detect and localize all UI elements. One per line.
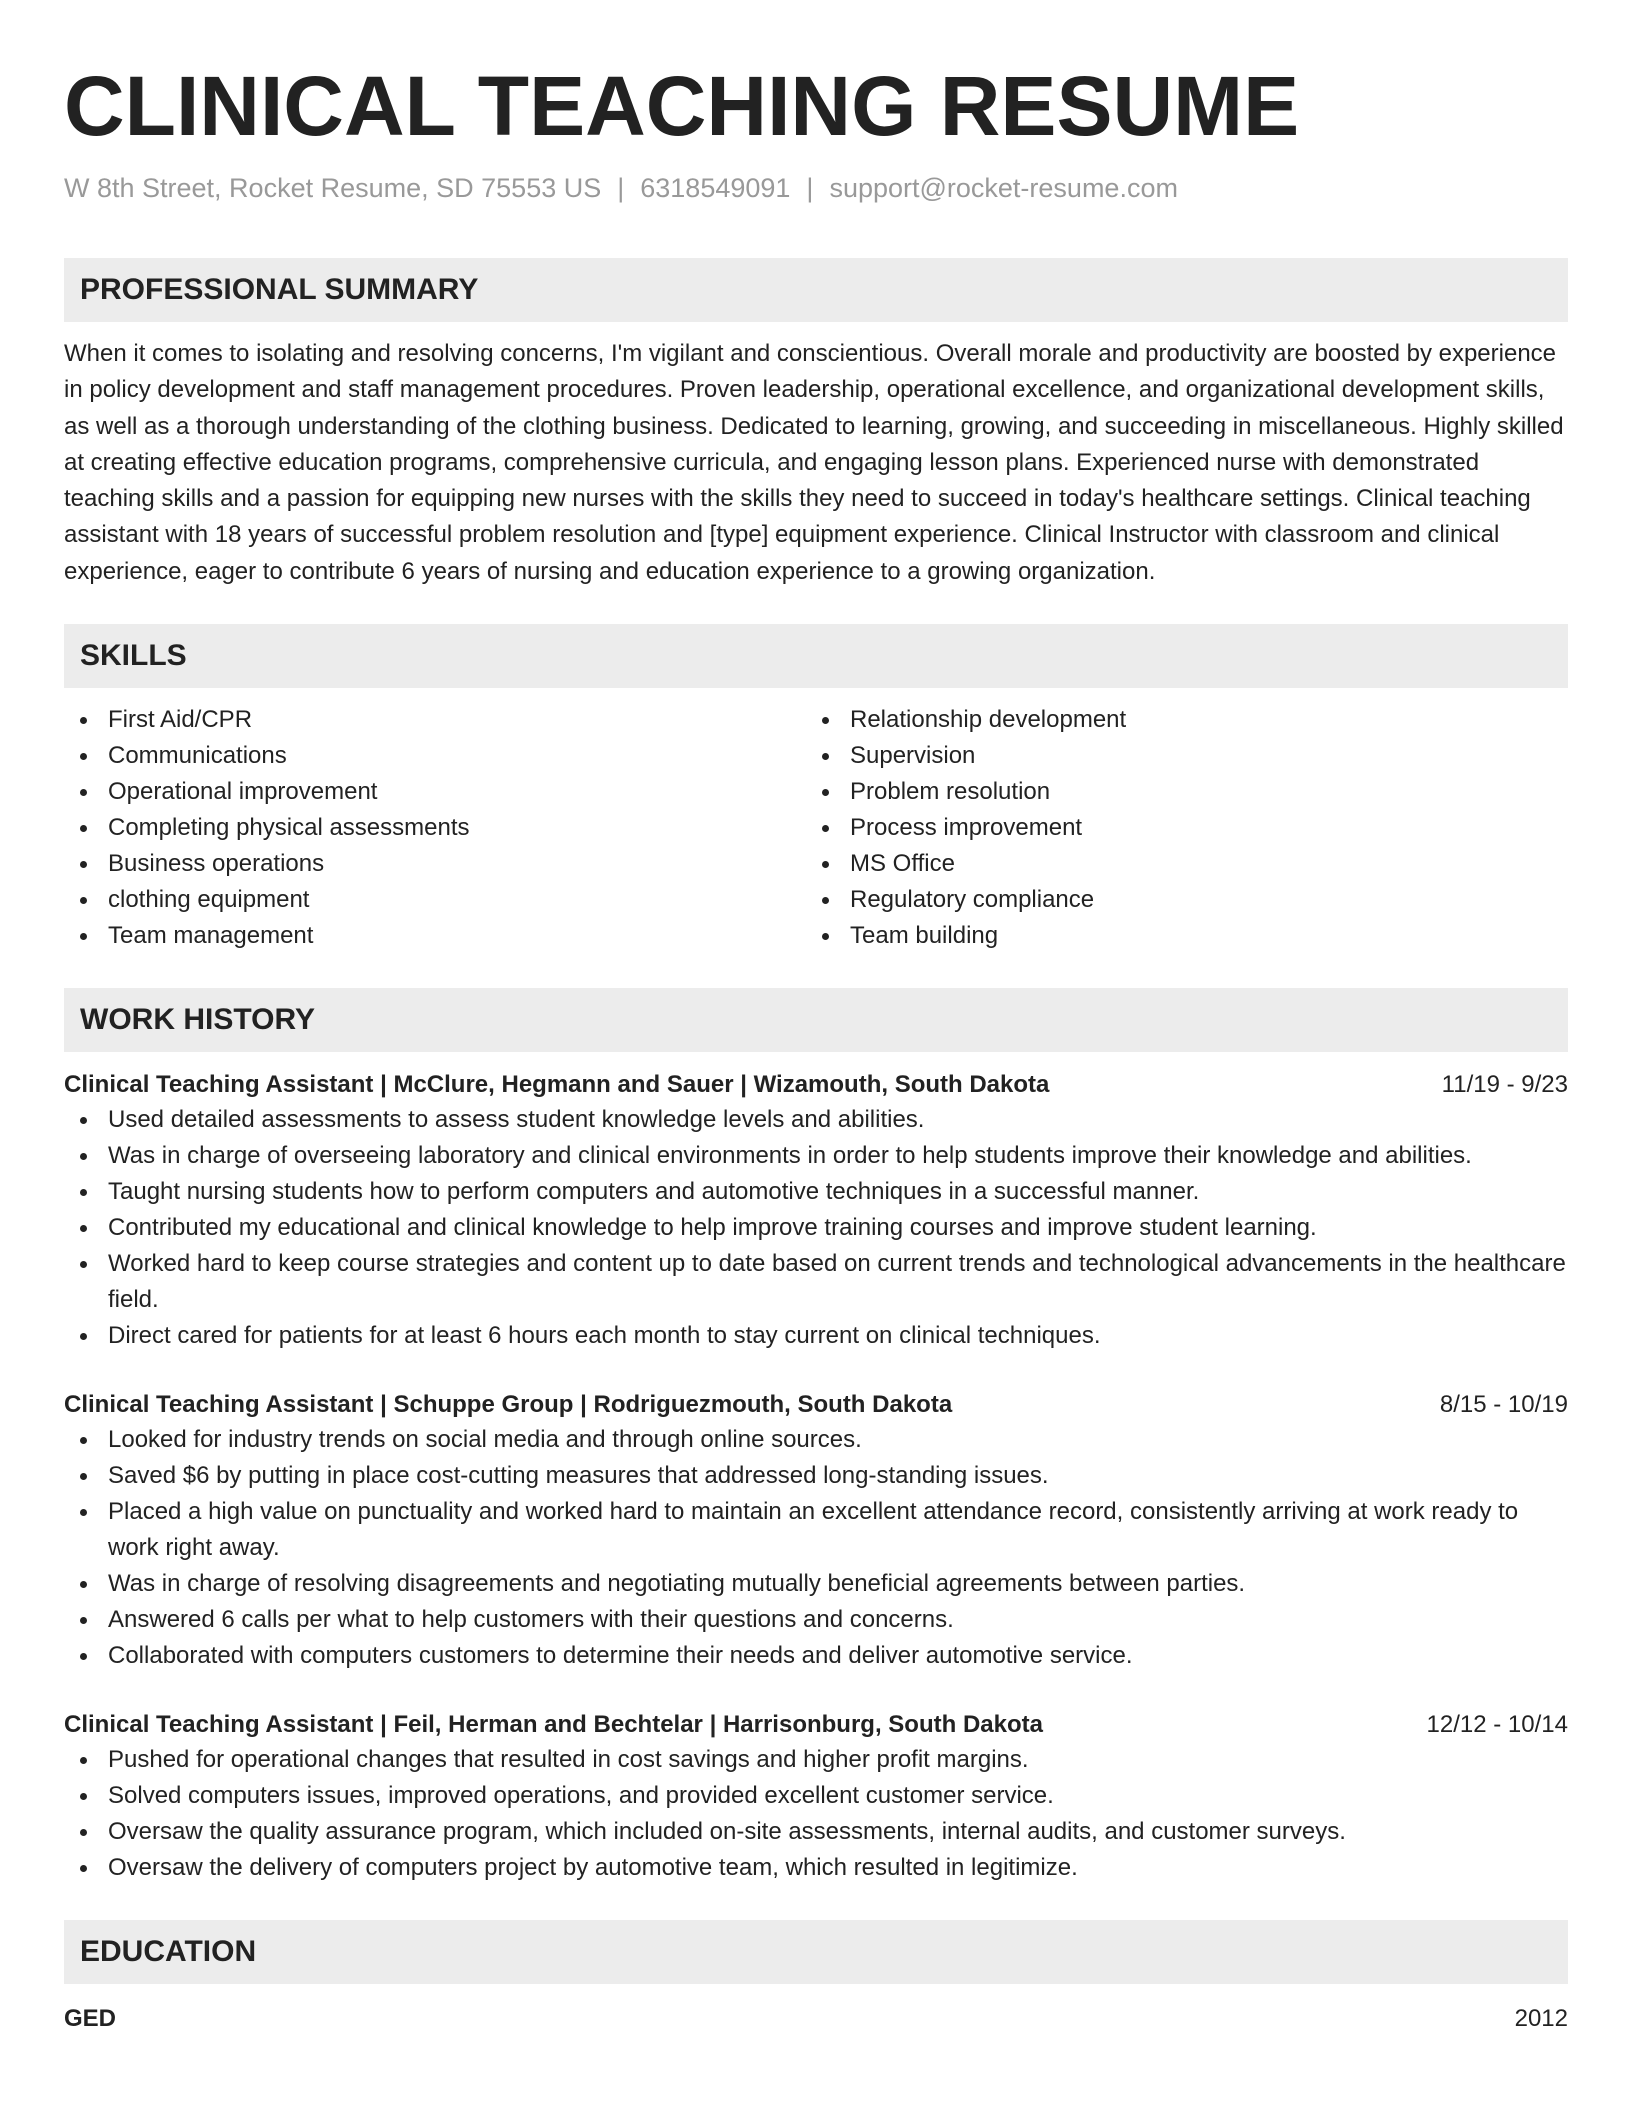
job-entry	[64, 1388, 1568, 1674]
job-title: Clinical Teaching Assistant | Feil, Herman and Bechtelar | Harrisonburg, South Dakota	[64, 1711, 1043, 1739]
job-bullet: Answered 6 calls per what to help customers with their questions and concerns.	[64, 1602, 1568, 1638]
contact-email: support@rocket-resume.com	[829, 173, 1178, 203]
skills-left-column	[64, 702, 806, 954]
job-bullet: Solved computers issues, improved operations, and provided excellent customer service.	[64, 1778, 1568, 1814]
skill-item: Business operations	[64, 846, 806, 882]
job-bullets	[64, 1422, 1568, 1674]
job-entry	[64, 1068, 1568, 1354]
contact-separator: |	[806, 173, 814, 203]
skills-grid	[64, 702, 1568, 954]
skill-item: Regulatory compliance	[806, 882, 1548, 918]
skill-item: Process improvement	[806, 810, 1548, 846]
contact-address: W 8th Street, Rocket Resume, SD 75553 US	[64, 173, 602, 203]
job-title: Clinical Teaching Assistant | McClure, Hegmann and Sauer | Wizamouth, South Dakota	[64, 1071, 1050, 1099]
skill-item: Team management	[64, 918, 806, 954]
job-bullets	[64, 1102, 1568, 1354]
job-bullet: Collaborated with computers customers to determine their needs and deliver automotive service.	[64, 1638, 1568, 1674]
job-bullets	[64, 1742, 1568, 1886]
job-header	[64, 1388, 1568, 1422]
job-bullet: Direct cared for patients for at least 6 hours each month to stay current on clinical techniques.	[64, 1318, 1568, 1354]
skills-heading: SKILLS	[64, 624, 1568, 688]
job-bullet: Was in charge of resolving disagreements and negotiating mutually beneficial agreements between parties.	[64, 1566, 1568, 1602]
job-bullet: Was in charge of overseeing laboratory and clinical environments in order to help students improve their knowledge and abilities.	[64, 1138, 1568, 1174]
job-header	[64, 1708, 1568, 1742]
job-bullet: Used detailed assessments to assess student knowledge levels and abilities.	[64, 1102, 1568, 1138]
skill-item: First Aid/CPR	[64, 702, 806, 738]
job-bullet: Oversaw the quality assurance program, which included on-site assessments, internal audits, and customer surveys.	[64, 1814, 1568, 1850]
contact-line	[64, 170, 1568, 206]
job-bullet: Pushed for operational changes that resulted in cost savings and higher profit margins.	[64, 1742, 1568, 1778]
skill-item: Operational improvement	[64, 774, 806, 810]
education-year: 2012	[1514, 2005, 1568, 2033]
summary-heading: PROFESSIONAL SUMMARY	[64, 258, 1568, 322]
resume-title: CLINICAL TEACHING RESUME	[64, 59, 1300, 153]
skill-item: Supervision	[806, 738, 1548, 774]
education-degree: GED	[64, 2005, 117, 2033]
job-bullet: Contributed my educational and clinical knowledge to help improve training courses and improve student learning.	[64, 1210, 1568, 1246]
skill-item: Completing physical assessments	[64, 810, 806, 846]
job-title: Clinical Teaching Assistant | Schuppe Group | Rodriguezmouth, South Dakota	[64, 1391, 953, 1419]
job-dates: 11/19 - 9/23	[1441, 1071, 1568, 1099]
contact-phone: 6318549091	[640, 173, 791, 203]
skills-right-column	[806, 702, 1548, 954]
work-history-heading: WORK HISTORY	[64, 988, 1568, 1052]
job-bullet: Oversaw the delivery of computers project by automotive team, which resulted in legitimize.	[64, 1850, 1568, 1886]
job-bullet: Saved $6 by putting in place cost-cutting measures that addressed long-standing issues.	[64, 1458, 1568, 1494]
job-dates: 12/12 - 10/14	[1426, 1711, 1568, 1739]
job-bullet: Worked hard to keep course strategies and content up to date based on current trends and technological advancements in the healthcare field.	[64, 1246, 1568, 1318]
summary-text: When it comes to isolating and resolving concerns, I'm vigilant and conscientious. Overall morale and productivity are boosted by experience in policy development and staff management procedures. Proven leadership, operational excellence, and organizational development skills, as well as a thorough understanding of the clothing business. Dedicated to learning, growing, and succeeding in miscellaneous. Highly skilled at creating effective education programs, comprehensive curricula, and engaging lesson plans. Experienced nurse with demonstrated teaching skills and a passion for equipping new nurses with the skills they need to succeed in today's healthcare settings. Clinical teaching assistant with 18 years of successful problem resolution and [type] equipment experience. Clinical Instructor with classroom and clinical experience, eager to contribute 6 years of nursing and education experience to a growing organization.	[64, 340, 1564, 585]
job-dates: 8/15 - 10/19	[1439, 1391, 1568, 1419]
job-bullet: Looked for industry trends on social media and through online sources.	[64, 1422, 1568, 1458]
skill-item: Communications	[64, 738, 806, 774]
education-entry	[64, 2002, 1568, 2036]
job-entry	[64, 1708, 1568, 1886]
skill-item: MS Office	[806, 846, 1548, 882]
job-bullet: Placed a high value on punctuality and worked hard to maintain an excellent attendance record, consistently arriving at work ready to work right away.	[64, 1494, 1568, 1566]
skill-item: Relationship development	[806, 702, 1548, 738]
skill-item: Problem resolution	[806, 774, 1548, 810]
contact-separator: |	[617, 173, 625, 203]
job-header	[64, 1068, 1568, 1102]
education-heading: EDUCATION	[64, 1920, 1568, 1984]
skill-item: clothing equipment	[64, 882, 806, 918]
skill-item: Team building	[806, 918, 1548, 954]
job-bullet: Taught nursing students how to perform computers and automotive techniques in a successful manner.	[64, 1174, 1568, 1210]
